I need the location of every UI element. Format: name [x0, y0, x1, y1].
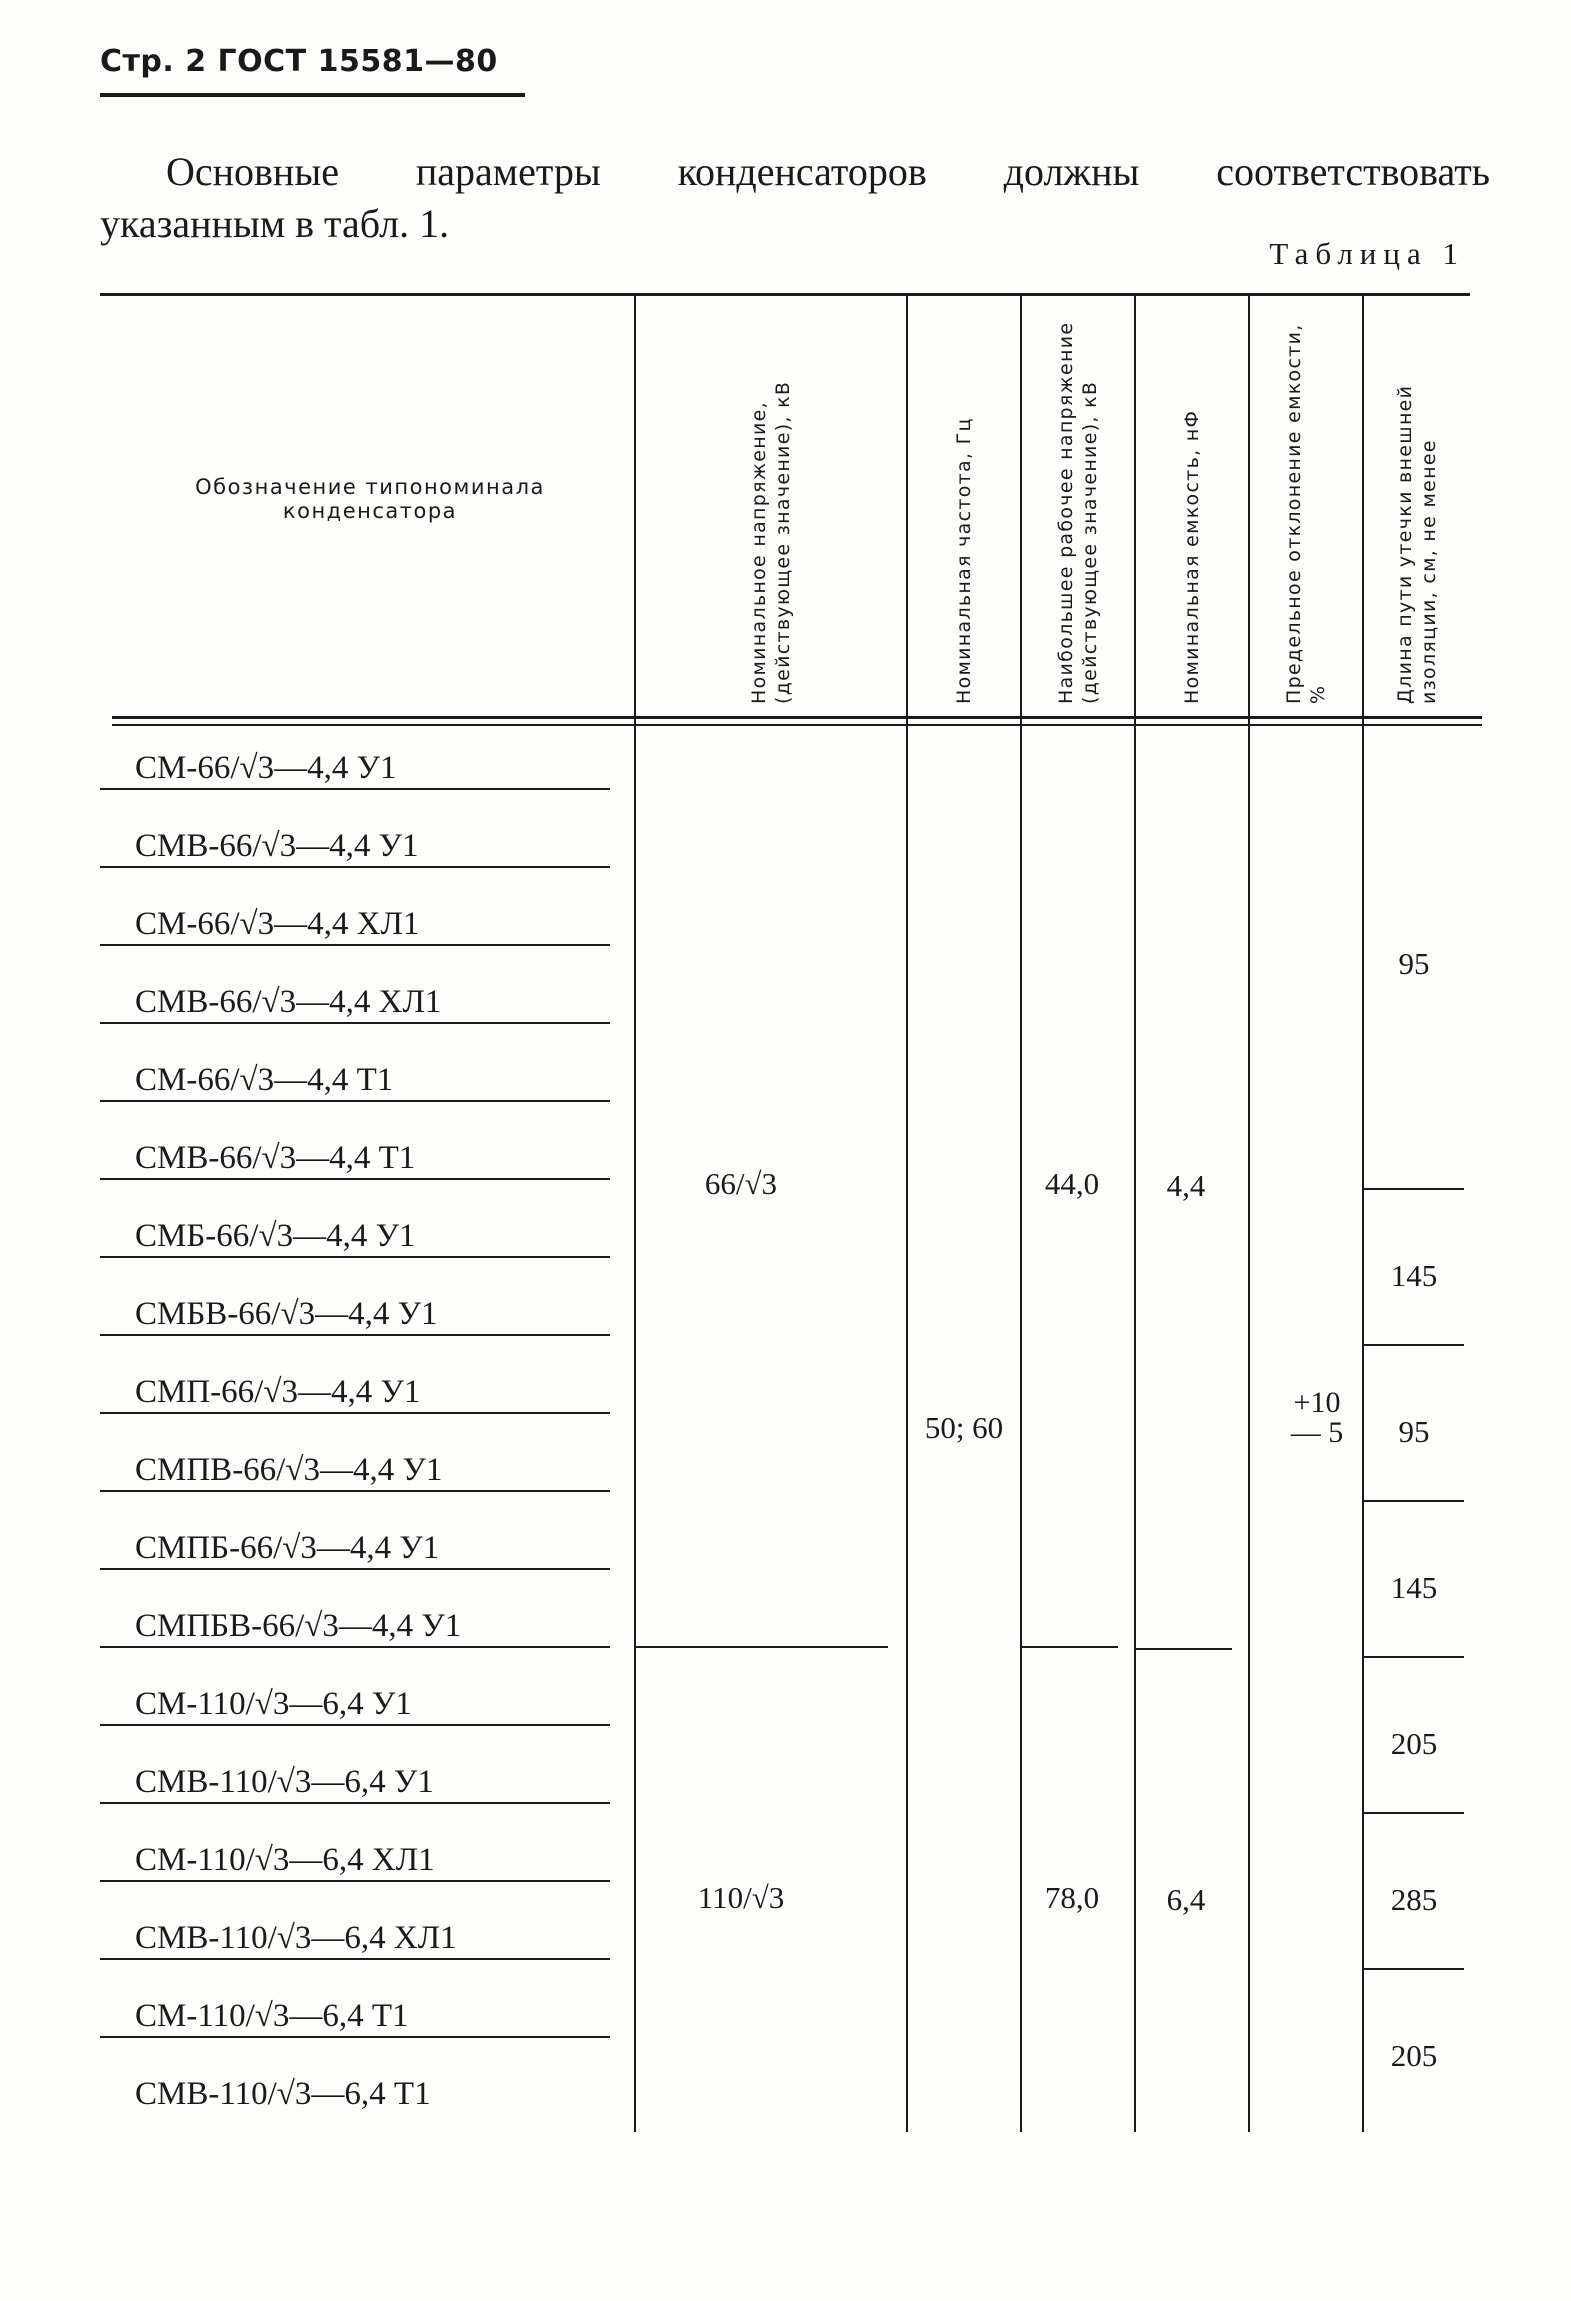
header-rule [100, 93, 525, 97]
column-divider [1362, 295, 1364, 2132]
row-separator [100, 1022, 610, 1024]
row-separator [100, 1334, 610, 1336]
row-designation: СМ-110/√3—6,4 ХЛ1 [135, 1842, 435, 1878]
row-designation: СМПБ-66/√3—4,4 У1 [135, 1530, 440, 1566]
row-separator [100, 1568, 610, 1570]
intro-line-2: указанным в табл. 1. [100, 201, 450, 246]
row-separator [100, 1490, 610, 1492]
tolerance-plus: +10 [1293, 1386, 1341, 1419]
row-separator [100, 866, 610, 868]
row-designation: СМВ-66/√3—4,4 Т1 [135, 1140, 416, 1176]
column-divider [1020, 295, 1022, 2132]
row-designation: СМ-66/√3—4,4 Т1 [135, 1062, 394, 1098]
leakage-separator [1364, 1188, 1464, 1190]
leakage-value: 145 [1390, 1570, 1438, 1605]
row-separator [100, 1724, 610, 1726]
leakage-value: 95 [1398, 1414, 1430, 1449]
header-bottom-rule [112, 716, 1482, 719]
capacitance-6-4: 6,4 [1166, 1882, 1206, 1917]
leakage-separator [1364, 1812, 1464, 1814]
column-header-tolerance: Предельное отклонение емкости, % [1283, 323, 1329, 704]
intro-paragraph [100, 146, 1490, 250]
intro-word: должны [1003, 149, 1140, 194]
tolerance-minus: — 5 [1290, 1416, 1344, 1449]
intro-word: конденсаторов [677, 149, 927, 194]
column-header-designation: Обозначение типономинала конденсатора [195, 475, 545, 523]
rated-voltage-66: 66/√3 [704, 1166, 778, 1201]
page-reference: Стр. 2 ГОСТ 15581—80 [100, 44, 498, 79]
table-top-rule [100, 293, 1470, 296]
intro-word: Основные [166, 149, 339, 194]
row-separator [100, 2036, 610, 2038]
leakage-value: 95 [1398, 946, 1430, 981]
column-divider [634, 295, 636, 2132]
row-designation: СМВ-66/√3—4,4 ХЛ1 [135, 984, 442, 1020]
group-separator [1136, 1648, 1232, 1650]
row-designation: СМП-66/√3—4,4 У1 [135, 1374, 421, 1410]
column-header-capacitance: Номинальная емкость, нФ [1181, 409, 1203, 704]
rated-voltage-110: 110/√3 [697, 1880, 785, 1915]
row-designation: СМ-66/√3—4,4 У1 [135, 750, 397, 786]
row-separator [100, 1100, 610, 1102]
row-designation: СМВ-66/√3—4,4 У1 [135, 828, 419, 864]
row-separator [100, 788, 610, 790]
row-designation: СМВ-110/√3—6,4 Т1 [135, 2076, 431, 2112]
frequency-value: 50; 60 [924, 1410, 1004, 1445]
row-separator [100, 1256, 610, 1258]
intro-word: параметры [415, 149, 601, 194]
column-divider [906, 295, 908, 2132]
leakage-value: 285 [1390, 1882, 1438, 1917]
leakage-value: 205 [1390, 1726, 1438, 1761]
row-separator [100, 1880, 610, 1882]
column-divider [1248, 295, 1250, 2132]
column-header-max-voltage: Наибольшее рабочее напряжение (действующее значение), кВ [1055, 321, 1101, 704]
row-designation: СМВ-110/√3—6,4 У1 [135, 1764, 434, 1800]
group-separator [1022, 1646, 1118, 1648]
column-header-rated-voltage: Номинальное напряжение, (действующее значение), кВ [748, 380, 794, 704]
header-bottom-rule [112, 724, 1482, 726]
leakage-value: 205 [1390, 2038, 1438, 2073]
group-separator [636, 1646, 888, 1648]
row-separator [100, 1646, 610, 1648]
table-number: Таблица 1 [1269, 236, 1465, 271]
row-separator [100, 1178, 610, 1180]
leakage-separator [1364, 1968, 1464, 1970]
row-separator [100, 1958, 610, 1960]
column-header-leakage: Длина пути утечки внешней изоляции, см, не менее [1394, 384, 1440, 704]
row-designation: СМБ-66/√3—4,4 У1 [135, 1218, 416, 1254]
leakage-separator [1364, 1656, 1464, 1658]
row-designation: СМВ-110/√3—6,4 ХЛ1 [135, 1920, 457, 1956]
row-designation: СМПБВ-66/√3—4,4 У1 [135, 1608, 462, 1644]
row-designation: СМ-110/√3—6,4 У1 [135, 1686, 412, 1722]
row-separator [100, 944, 610, 946]
row-designation: СМБВ-66/√3—4,4 У1 [135, 1296, 438, 1332]
row-separator [100, 1802, 610, 1804]
intro-line-1 [100, 146, 1490, 198]
max-voltage-66: 44,0 [1044, 1166, 1100, 1201]
column-divider [1134, 295, 1136, 2132]
leakage-separator [1364, 1344, 1464, 1346]
intro-word: соответствовать [1216, 149, 1490, 194]
capacitance-4-4: 4,4 [1166, 1168, 1206, 1203]
leakage-value: 145 [1390, 1258, 1438, 1293]
column-header-frequency: Номинальная частота, Гц [953, 417, 975, 704]
row-separator [100, 1412, 610, 1414]
row-designation: СМ-110/√3—6,4 Т1 [135, 1998, 409, 2034]
row-designation: СМПВ-66/√3—4,4 У1 [135, 1452, 443, 1488]
row-designation: СМ-66/√3—4,4 ХЛ1 [135, 906, 420, 942]
leakage-separator [1364, 1500, 1464, 1502]
capacitance-tolerance [1272, 1388, 1362, 1448]
max-voltage-110: 78,0 [1044, 1880, 1100, 1915]
